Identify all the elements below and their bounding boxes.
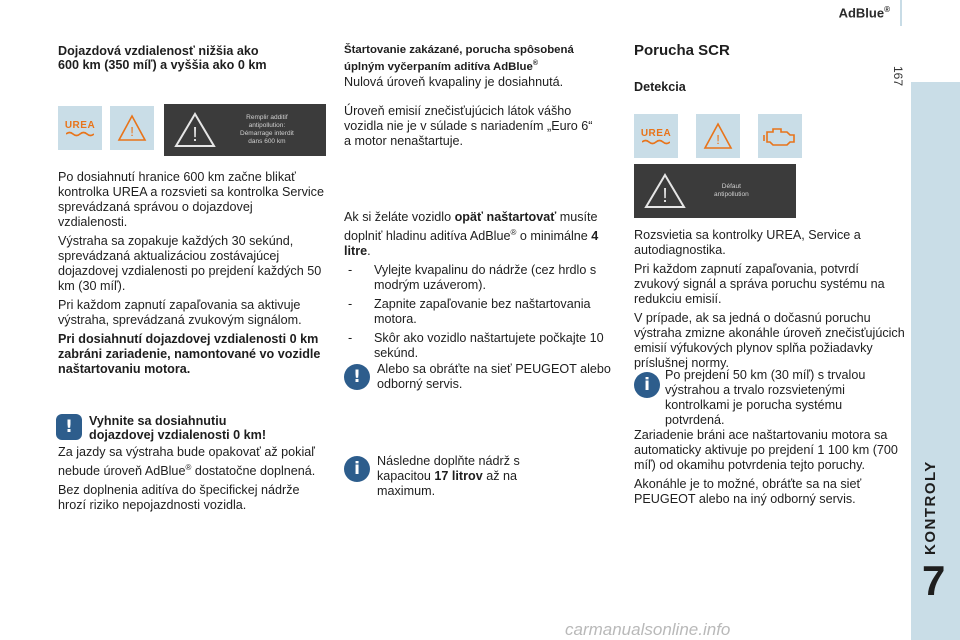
col1-body — [58, 170, 324, 381]
paragraph: V prípade, ak sa jedná o dočasnú poruchu výstraha zmizne akonáhle úroveň znečisťujúcich emisií výfukových plynov splňa požiadavky príslušnej normy. — [634, 311, 905, 370]
col3-body — [634, 228, 906, 375]
service-warning-tile — [696, 114, 740, 158]
warning-triangle-icon — [642, 171, 688, 211]
info-icon: i — [344, 456, 370, 482]
urea-wave-icon — [642, 139, 670, 145]
paragraph: Za jazdy sa výstraha bude opakovať až pokiaľ nebude úroveň AdBlue® dostatočne doplnená. — [58, 445, 316, 479]
warning-triangle-icon — [172, 110, 218, 150]
instrument-display-message: ! Remplir additif antipollution: Démarrage interdit dans 600 km — [164, 104, 326, 156]
paragraph: Rozsvietia sa kontrolky UREA, Service a autodiagnostika. — [634, 228, 861, 257]
paragraph: Zariadenie bráni ace naštartovaniu motora sa automaticky aktivuje po prejdení 1 100 km (700 míľ) od okamihu potvrdenia tejto poruchy. — [634, 428, 898, 472]
col2-body-emissions — [344, 104, 594, 153]
svg-text:!: ! — [716, 132, 720, 147]
section-heading-start-prohibited: Štartovanie zakázané, porucha spôsobená úplným vyčerpaním aditíva AdBlue® — [344, 44, 574, 73]
engine-icon — [763, 124, 797, 148]
paragraph: Pri každom zapnutí zapaľovania sa aktivuje výstraha, sprevádzaná zvukovým signálom. — [58, 298, 302, 327]
svg-text:!: ! — [662, 185, 668, 207]
page-header-title: AdBlue® — [838, 5, 890, 21]
chapter-label: KONTROLY — [922, 460, 939, 555]
warning-body — [58, 445, 324, 517]
section-heading-scr: Porucha SCR — [634, 42, 730, 59]
instrument-display-message: ! Défaut antipollution — [634, 164, 796, 218]
paragraph: Úroveň emisií znečisťujúcich látok vášho vozidla nie je v súlade s nariadením „Euro 6“ a motor nenaštartuje. — [344, 104, 593, 148]
watermark: carmanualsonline.info — [565, 620, 731, 639]
restart-steps-list — [344, 263, 616, 361]
page-number: 167 — [891, 66, 905, 87]
urea-warning-tile — [58, 106, 102, 150]
subheading-detection: Detekcia — [634, 80, 686, 94]
section-heading-range: Dojazdová vzdialenosť nižšia ako 600 km (350 míľ) a vyššia ako 0 km — [58, 44, 267, 72]
paragraph: Výstraha sa zopakuje každých 30 sekúnd, sprevádzaná aktualizáciou zostávajúcej dojazdovej vzdialenosti po prejdení každých 50 km (30 míľ). — [58, 234, 322, 293]
chapter-number: 7 — [922, 557, 946, 604]
list-item: - Skôr ako vozidlo naštartujete počkajte 10 sekúnd. — [344, 331, 616, 361]
col2-body-restart — [344, 210, 616, 365]
list-item: - Zapnite zapaľovanie bez naštartovania motora. — [344, 297, 616, 327]
svg-text:!: ! — [130, 124, 134, 139]
warning-triangle-icon — [117, 114, 147, 142]
paragraph: Ak si želáte vozidlo opäť naštartovať musíte doplniť hladinu aditíva AdBlue® o minimálne 4 litre. — [344, 210, 599, 259]
paragraph: Nulová úroveň kvapaliny je dosiahnutá. — [344, 75, 564, 89]
urea-label: UREA — [640, 127, 672, 139]
info-icon: i — [634, 372, 660, 398]
note-refill: Následne doplňte nádrž s kapacitou 17 litrov až na maximum. — [377, 454, 520, 498]
paragraph: Pri každom zapnutí zapaľovania, potvrdí zvukový signál a správa poruchu systému na redukciu emisií. — [634, 262, 885, 306]
paragraph: Akonáhle je to možné, obráťte sa na sieť PEUGEOT alebo na iný odborný servis. — [634, 477, 862, 506]
paragraph: Po dosiahnutí hranice 600 km začne blikať kontrolka UREA a rozsvieti sa kontrolka Service sprevádzaná správou o dojazdovej vzdialenosti. — [58, 170, 324, 229]
svg-text:!: ! — [192, 124, 198, 146]
paragraph: Bez doplnenia aditíva do špecifickej nádrže hrozí riziko nepojazdnosti vozidla. — [58, 483, 300, 513]
urea-warning-tile — [634, 114, 678, 158]
list-item: - Vylejte kvapalinu do nádrže (cez hrdlo s modrým uzáverom). — [344, 263, 616, 293]
warning-triangle-icon — [703, 122, 733, 150]
col2-body — [344, 75, 616, 94]
service-warning-tile — [110, 106, 154, 150]
urea-label: UREA — [64, 119, 96, 131]
note-fault-confirmed: Po prejdení 50 km (30 míľ) s trvalou výstrahou a trvalo rozsvietenými kontrolkami je porucha systému potvrdená. — [665, 368, 866, 427]
paragraph-bold: Pri dosiahnutí dojazdovej vzdialenosti 0 km zabráni zariadenie, namontované vo vozidle naštartovaniu motora. — [58, 332, 321, 376]
warning-exclamation-icon: ! — [56, 414, 82, 440]
warning-exclamation-icon: ! — [344, 364, 370, 390]
header-divider — [900, 0, 902, 26]
note-network: Alebo sa obráťte na sieť PEUGEOT alebo odborný servis. — [377, 362, 611, 391]
urea-wave-icon — [66, 131, 94, 137]
engine-diagnosis-tile — [758, 114, 802, 158]
col3-body-lower — [634, 428, 906, 511]
warning-heading: Vyhnite sa dosiahnutiu dojazdovej vzdialenosti 0 km! — [89, 414, 267, 442]
